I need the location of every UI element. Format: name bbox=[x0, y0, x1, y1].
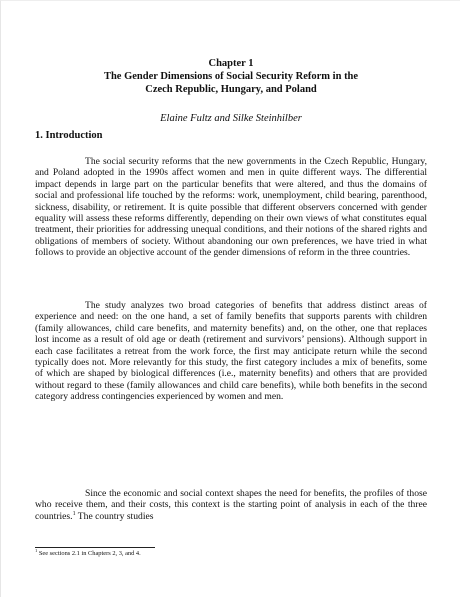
chapter-header bbox=[35, 57, 427, 96]
chapter-title-line-1: The Gender Dimensions of Social Security Reform in the bbox=[103, 71, 359, 82]
paragraph-1: The social security reforms that the new governments in the Czech Republic, Hungary, and Poland adopted in the 1990s affect women and men in quite different ways. The differential impact depends in large part on the particular benefits that were altered, and thus the domains of social and professional life touched by the reforms: work, unemployment, child bearing, parenthood, sickness, disability, or retirement. It is quite possible that different observers concerned with gender equality will assess these reforms differently, depending on their own views of what constitutes equal treatment, their priorities for addressing unequal conditions, and their notions of the shared rights and obligations of members of society. Without abandoning our own preferences, we have tried in what follows to provide an objective account of the gender dimensions of reform in the three countries. bbox=[35, 156, 427, 259]
authors: Elaine Fultz and Silke Steinhilber bbox=[160, 113, 302, 124]
footnote-divider bbox=[35, 547, 155, 548]
section-heading: 1. Introduction bbox=[35, 130, 103, 141]
chapter-title-line-2: Czech Republic, Hungary, and Poland bbox=[145, 84, 317, 95]
paragraph-3 bbox=[35, 488, 427, 522]
footnote bbox=[35, 547, 427, 558]
paragraph-2: The study analyzes two broad categories of benefits that address distinct areas of experience and need: on the one hand, a set of family benefits that supports parents with children (family allowances, child care benefits, and maternity benefits) and, on the other, one that replaces lost income as a result of old age or death (retirement and survivors’ pensions). Although support in each case facilitates a retreat from the work force, the first may anticipate return while the second typically does not. More relevantly for this study, the first category includes a mix of benefits, some of which are shaped by biological differences (i.e., maternity benefits) and others that are provided without regard to these (family allowances and child care benefits), while both benefits in the second category address contingencies experienced by women and men. bbox=[35, 300, 427, 403]
footnote-marker: 1 bbox=[35, 547, 38, 553]
paragraph-3-text: Since the economic and social context shapes the need for benefits, the profiles of those who receive them, and their costs, this context is the starting point of analysis in each of the three countries. bbox=[35, 488, 427, 522]
paragraph-3-continuation: The country studies bbox=[75, 510, 154, 522]
chapter-label: Chapter 1 bbox=[208, 58, 254, 69]
footnote-reference: 1 bbox=[72, 510, 76, 517]
footnote-text: See sections 2.1 in Chapters 2, 3, and 4. bbox=[37, 550, 141, 557]
